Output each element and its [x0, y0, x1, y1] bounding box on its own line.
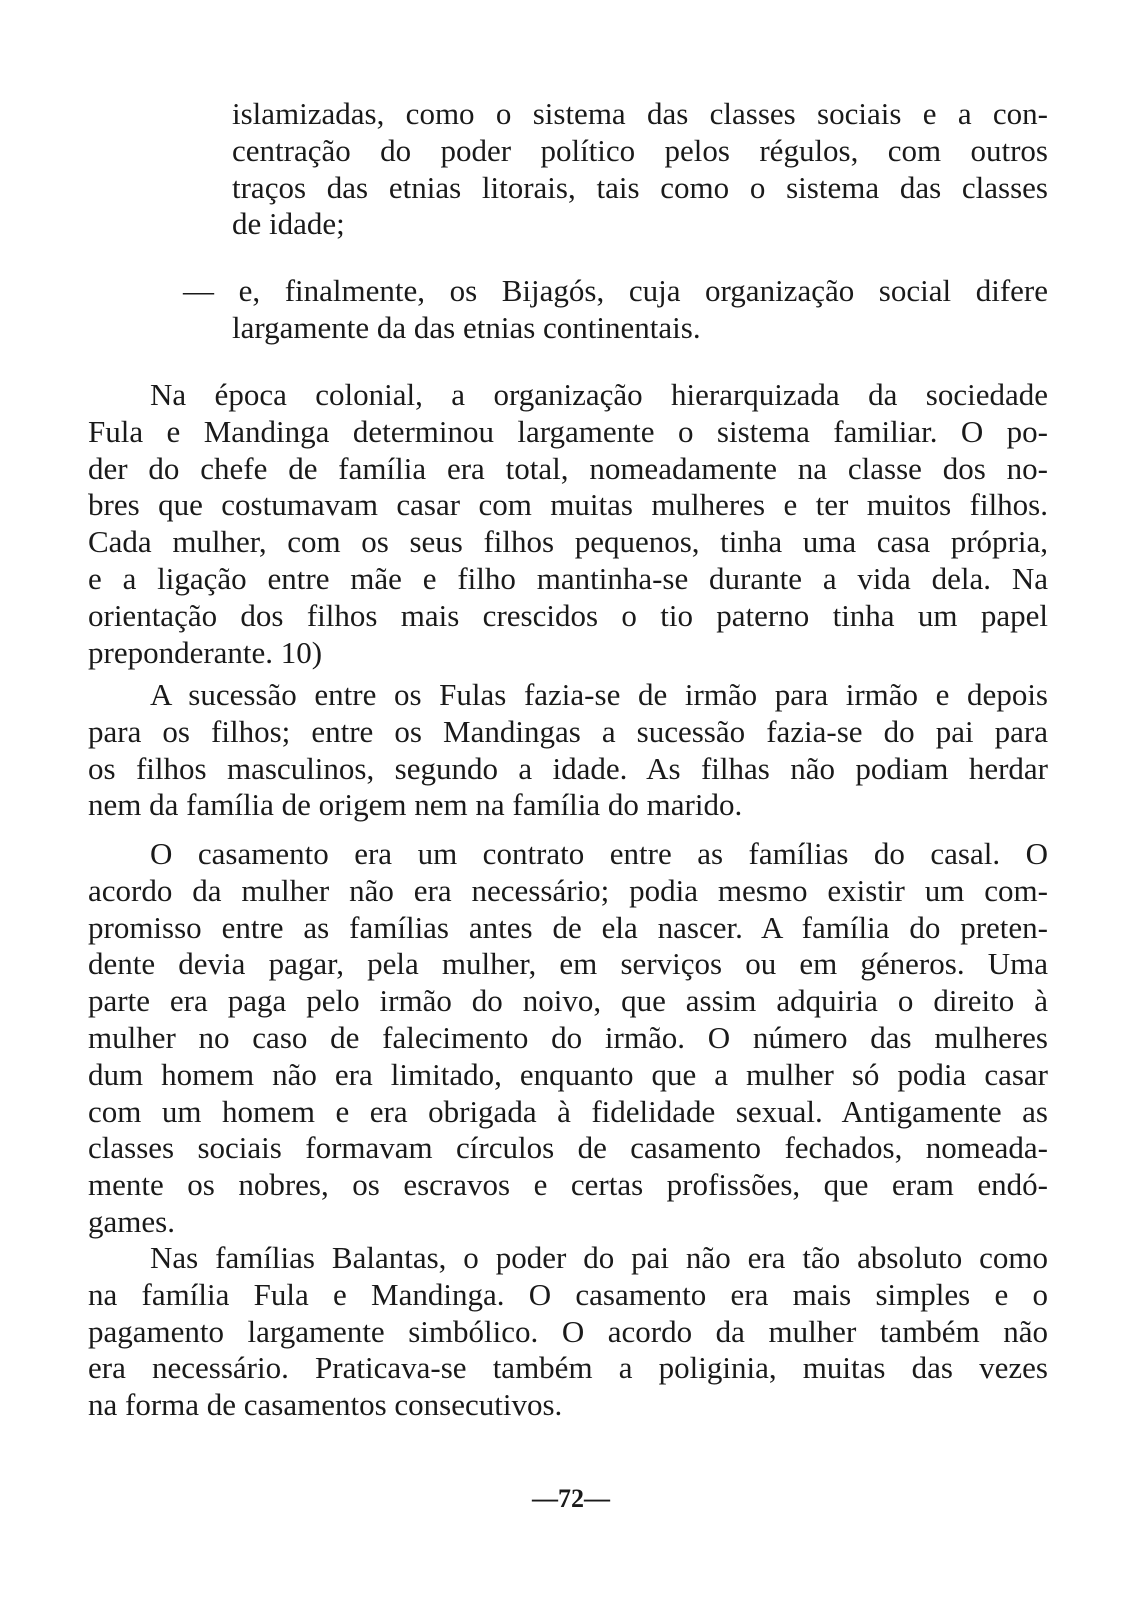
text-line: — e, finalmente, os Bijagós, cuja organização social difere [183, 273, 1048, 308]
text-line: mulher no caso de falecimento do irmão. O número das mulheres [88, 1019, 1048, 1055]
text-line: acordo da mulher não era necessário; podia mesmo existir um com- [88, 872, 1048, 908]
text-line: com um homem e era obrigada à fidelidade sexual. Antigamente as [88, 1093, 1048, 1129]
text-line: orientação dos filhos mais crescidos o tio paterno tinha um papel [88, 597, 1048, 633]
text-line: promisso entre as famílias antes de ela nascer. A família do preten- [88, 909, 1048, 945]
text-line: O casamento era um contrato entre as famílias do casal. O [150, 836, 1048, 871]
text-line: centração do poder político pelos régulos, com outros [232, 132, 1048, 168]
text-line: parte era paga pelo irmão do noivo, que assim adquiria o direito à [88, 983, 1048, 1019]
text-line: e a ligação entre mãe e filho mantinha-se durante a vida dela. Na [88, 560, 1048, 596]
page-number: —72— [532, 1484, 610, 1513]
list-item-continuation [232, 96, 1048, 243]
text-line: os filhos masculinos, segundo a idade. As filhas não podiam herdar [88, 750, 1048, 786]
text-line: dente devia pagar, pela mulher, em serviços ou em géneros. Uma [88, 946, 1048, 982]
text-line: classes sociais formavam círculos de casamento fechados, nomeada- [88, 1130, 1048, 1166]
text-line: pagamento largamente simbólico. O acordo da mulher também não [88, 1313, 1048, 1349]
text-line: games. [88, 1203, 175, 1239]
text-line: traços das etnias litorais, tais como o sistema das classes [232, 169, 1048, 205]
text-line: de idade; [232, 206, 345, 242]
text-line: Nas famílias Balantas, o poder do pai não era tão absoluto como [150, 1240, 1048, 1275]
text-line: preponderante. 10) [88, 634, 323, 670]
list-item-bijagos [183, 273, 1048, 347]
text-line: largamente da das etnias continentais. [232, 309, 701, 345]
text-line: na forma de casamentos consecutivos. [88, 1387, 563, 1423]
text-line: bres que costumavam casar com muitas mulheres e ter muitos filhos. [88, 487, 1048, 523]
text-line: Fula e Mandinga determinou largamente o sistema familiar. O po- [88, 413, 1048, 449]
text-line: nem da família de origem nem na família do marido. [88, 787, 743, 823]
paragraph-marriage [88, 836, 1048, 1241]
text-line: A sucessão entre os Fulas fazia-se de irmão para irmão e depois [150, 677, 1048, 712]
text-line: era necessário. Praticava-se também a poliginia, muitas das vezes [88, 1350, 1048, 1386]
paragraph-succession [88, 677, 1048, 824]
paragraph-balantas [88, 1240, 1048, 1424]
text-line: dum homem não era limitado, enquanto que a mulher só podia casar [88, 1056, 1048, 1092]
text-line: mente os nobres, os escravos e certas profissões, que eram endó- [88, 1167, 1048, 1203]
text-line: na família Fula e Mandinga. O casamento era mais simples e o [88, 1276, 1048, 1312]
text-line: para os filhos; entre os Mandingas a sucessão fazia-se do pai para [88, 713, 1048, 749]
text-line: der do chefe de família era total, nomeadamente na classe dos no- [88, 450, 1048, 486]
paragraph-colonial-period [88, 377, 1048, 671]
text-line: Cada mulher, com os seus filhos pequenos, tinha uma casa própria, [88, 524, 1048, 560]
text-line: islamizadas, como o sistema das classes sociais e a con- [232, 96, 1048, 131]
text-line: Na época colonial, a organização hierarquizada da sociedade [150, 377, 1048, 412]
